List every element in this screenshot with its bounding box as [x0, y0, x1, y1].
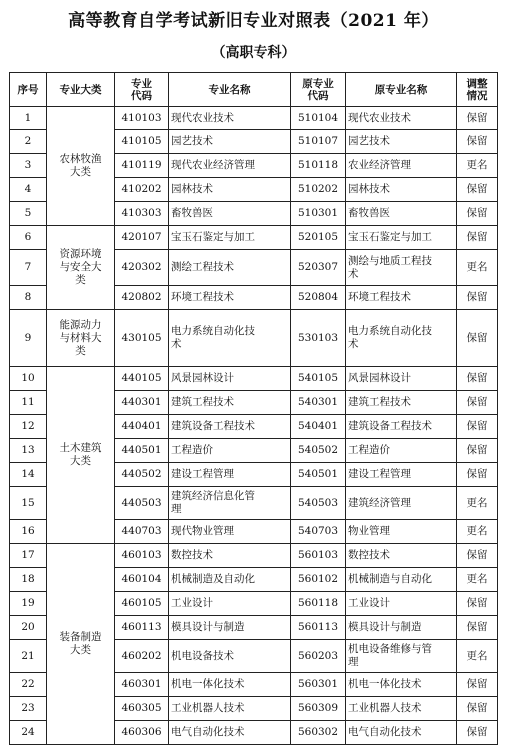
row-seq: 1	[10, 107, 47, 130]
row-old-name: 电气自动化技术	[346, 721, 457, 745]
row-new-code: 420802	[115, 286, 169, 310]
row-new-code: 440105	[115, 367, 169, 391]
row-old-code: 560113	[291, 616, 346, 640]
header-old-code: 原专业 代码	[291, 73, 346, 107]
row-new-name: 园艺技术	[169, 130, 291, 154]
row-old-code: 560102	[291, 568, 346, 592]
row-new-name: 现代农业经济管理	[169, 154, 291, 178]
row-old-name: 宝玉石鉴定与加工	[346, 226, 457, 250]
row-status: 保留	[457, 463, 498, 487]
row-seq: 11	[10, 391, 47, 415]
document-title: 高等教育自学考试新旧专业对照表（2021 年）	[68, 11, 439, 31]
row-seq: 22	[10, 673, 47, 697]
row-old-code: 560309	[291, 697, 346, 721]
row-status: 保留	[457, 107, 498, 130]
row-seq: 10	[10, 367, 47, 391]
table-row	[10, 107, 498, 130]
row-new-code: 430105	[115, 310, 169, 367]
row-old-name: 环境工程技术	[346, 286, 457, 310]
category-cell: 农林牧渔 大类	[47, 107, 115, 226]
row-new-code: 440703	[115, 520, 169, 544]
row-status: 保留	[457, 697, 498, 721]
row-new-name: 建设工程管理	[169, 463, 291, 487]
row-old-code: 520804	[291, 286, 346, 310]
row-old-code: 560103	[291, 544, 346, 568]
table-row	[10, 310, 498, 367]
row-old-code: 560301	[291, 673, 346, 697]
row-old-name: 建筑设备工程技术	[346, 415, 457, 439]
row-old-name: 现代农业技术	[346, 107, 457, 130]
row-new-name: 电力系统自动化技 术	[169, 310, 291, 367]
category-cell: 资源环境 与安全大 类	[47, 226, 115, 310]
row-old-code: 540502	[291, 439, 346, 463]
row-status: 保留	[457, 439, 498, 463]
row-seq: 7	[10, 250, 47, 286]
row-old-name: 机械制造与自动化	[346, 568, 457, 592]
row-status: 保留	[457, 226, 498, 250]
row-new-code: 460305	[115, 697, 169, 721]
row-seq: 15	[10, 487, 47, 520]
row-old-code: 560302	[291, 721, 346, 745]
row-status: 保留	[457, 544, 498, 568]
table-body	[10, 107, 498, 745]
row-old-name: 机电一体化技术	[346, 673, 457, 697]
row-old-code: 530103	[291, 310, 346, 367]
row-new-code: 460202	[115, 640, 169, 673]
row-old-code: 510202	[291, 178, 346, 202]
row-new-code: 460306	[115, 721, 169, 745]
row-new-code: 460104	[115, 568, 169, 592]
row-new-code: 440301	[115, 391, 169, 415]
table-row	[10, 544, 498, 568]
row-new-code: 440502	[115, 463, 169, 487]
row-new-code: 420302	[115, 250, 169, 286]
row-new-name: 工业机器人技术	[169, 697, 291, 721]
row-new-name: 机械制造及自动化	[169, 568, 291, 592]
header-new-code: 专业 代码	[115, 73, 169, 107]
row-new-name: 环境工程技术	[169, 286, 291, 310]
row-old-name: 物业管理	[346, 520, 457, 544]
row-new-name: 工业设计	[169, 592, 291, 616]
row-status: 保留	[457, 178, 498, 202]
row-new-name: 工程造价	[169, 439, 291, 463]
row-status: 保留	[457, 130, 498, 154]
row-seq: 24	[10, 721, 47, 745]
row-status: 保留	[457, 367, 498, 391]
row-old-code: 540501	[291, 463, 346, 487]
row-new-code: 410119	[115, 154, 169, 178]
row-status: 更名	[457, 640, 498, 673]
category-cell: 能源动力 与材料大 类	[47, 310, 115, 367]
header-old-name: 原专业名称	[346, 73, 457, 107]
row-seq: 4	[10, 178, 47, 202]
row-new-name: 建筑工程技术	[169, 391, 291, 415]
table-row	[10, 226, 498, 250]
header-new-name: 专业名称	[169, 73, 291, 107]
row-status: 更名	[457, 520, 498, 544]
row-new-name: 宝玉石鉴定与加工	[169, 226, 291, 250]
row-new-code: 440501	[115, 439, 169, 463]
row-old-name: 工业机器人技术	[346, 697, 457, 721]
row-old-name: 工程造价	[346, 439, 457, 463]
row-new-code: 460301	[115, 673, 169, 697]
row-old-code: 510104	[291, 107, 346, 130]
row-new-code: 460105	[115, 592, 169, 616]
row-new-name: 现代物业管理	[169, 520, 291, 544]
row-status: 保留	[457, 286, 498, 310]
row-status: 保留	[457, 391, 498, 415]
row-new-name: 机电设备技术	[169, 640, 291, 673]
row-seq: 5	[10, 202, 47, 226]
row-seq: 14	[10, 463, 47, 487]
row-new-name: 建筑设备工程技术	[169, 415, 291, 439]
row-status: 保留	[457, 721, 498, 745]
header-status: 调整 情况	[457, 73, 498, 107]
row-old-name: 农业经济管理	[346, 154, 457, 178]
row-seq: 8	[10, 286, 47, 310]
row-old-name: 建筑工程技术	[346, 391, 457, 415]
row-old-name: 建设工程管理	[346, 463, 457, 487]
row-seq: 17	[10, 544, 47, 568]
row-seq: 6	[10, 226, 47, 250]
row-old-name: 测绘与地质工程技 术	[346, 250, 457, 286]
row-status: 保留	[457, 202, 498, 226]
row-old-code: 540105	[291, 367, 346, 391]
row-status: 保留	[457, 616, 498, 640]
row-status: 更名	[457, 250, 498, 286]
row-new-name: 园林技术	[169, 178, 291, 202]
row-new-name: 数控技术	[169, 544, 291, 568]
row-new-code: 410105	[115, 130, 169, 154]
row-old-name: 电力系统自动化技 术	[346, 310, 457, 367]
row-seq: 9	[10, 310, 47, 367]
row-seq: 18	[10, 568, 47, 592]
row-new-code: 420107	[115, 226, 169, 250]
row-new-code: 410202	[115, 178, 169, 202]
row-old-code: 540503	[291, 487, 346, 520]
row-old-name: 园林技术	[346, 178, 457, 202]
row-new-name: 建筑经济信息化管 理	[169, 487, 291, 520]
row-seq: 23	[10, 697, 47, 721]
row-old-code: 520307	[291, 250, 346, 286]
row-new-code: 460103	[115, 544, 169, 568]
row-old-code: 510301	[291, 202, 346, 226]
row-new-name: 测绘工程技术	[169, 250, 291, 286]
row-old-code: 540301	[291, 391, 346, 415]
row-old-code: 540703	[291, 520, 346, 544]
row-old-code: 540401	[291, 415, 346, 439]
row-new-name: 模具设计与制造	[169, 616, 291, 640]
row-new-code: 440401	[115, 415, 169, 439]
row-old-name: 畜牧兽医	[346, 202, 457, 226]
table-header-row	[10, 73, 498, 107]
row-seq: 16	[10, 520, 47, 544]
header-seq: 序号	[10, 73, 47, 107]
row-old-name: 工业设计	[346, 592, 457, 616]
row-seq: 21	[10, 640, 47, 673]
row-new-name: 电气自动化技术	[169, 721, 291, 745]
row-seq: 2	[10, 130, 47, 154]
row-seq: 19	[10, 592, 47, 616]
row-old-code: 560203	[291, 640, 346, 673]
row-seq: 20	[10, 616, 47, 640]
row-old-name: 机电设备维修与管 理	[346, 640, 457, 673]
row-status: 保留	[457, 415, 498, 439]
row-new-code: 440503	[115, 487, 169, 520]
row-old-name: 建筑经济管理	[346, 487, 457, 520]
row-new-code: 410303	[115, 202, 169, 226]
row-old-code: 510118	[291, 154, 346, 178]
row-new-code: 410103	[115, 107, 169, 130]
header-category: 专业大类	[47, 73, 115, 107]
row-new-code: 460113	[115, 616, 169, 640]
row-status: 保留	[457, 673, 498, 697]
row-new-name: 畜牧兽医	[169, 202, 291, 226]
row-new-name: 风景园林设计	[169, 367, 291, 391]
row-new-name: 现代农业技术	[169, 107, 291, 130]
category-cell: 土木建筑 大类	[47, 367, 115, 544]
category-cell: 装备制造 大类	[47, 544, 115, 745]
document-subtitle: （高职专科）	[211, 45, 296, 61]
row-old-code: 510107	[291, 130, 346, 154]
major-comparison-table	[9, 72, 498, 745]
row-old-name: 数控技术	[346, 544, 457, 568]
row-seq: 12	[10, 415, 47, 439]
row-status: 保留	[457, 592, 498, 616]
row-old-name: 风景园林设计	[346, 367, 457, 391]
row-seq: 3	[10, 154, 47, 178]
row-status: 更名	[457, 487, 498, 520]
row-status: 更名	[457, 568, 498, 592]
row-old-code: 560118	[291, 592, 346, 616]
row-status: 保留	[457, 310, 498, 367]
row-new-name: 机电一体化技术	[169, 673, 291, 697]
row-old-code: 520105	[291, 226, 346, 250]
row-seq: 13	[10, 439, 47, 463]
row-old-name: 园艺技术	[346, 130, 457, 154]
row-old-name: 模具设计与制造	[346, 616, 457, 640]
row-status: 更名	[457, 154, 498, 178]
table-row	[10, 367, 498, 391]
